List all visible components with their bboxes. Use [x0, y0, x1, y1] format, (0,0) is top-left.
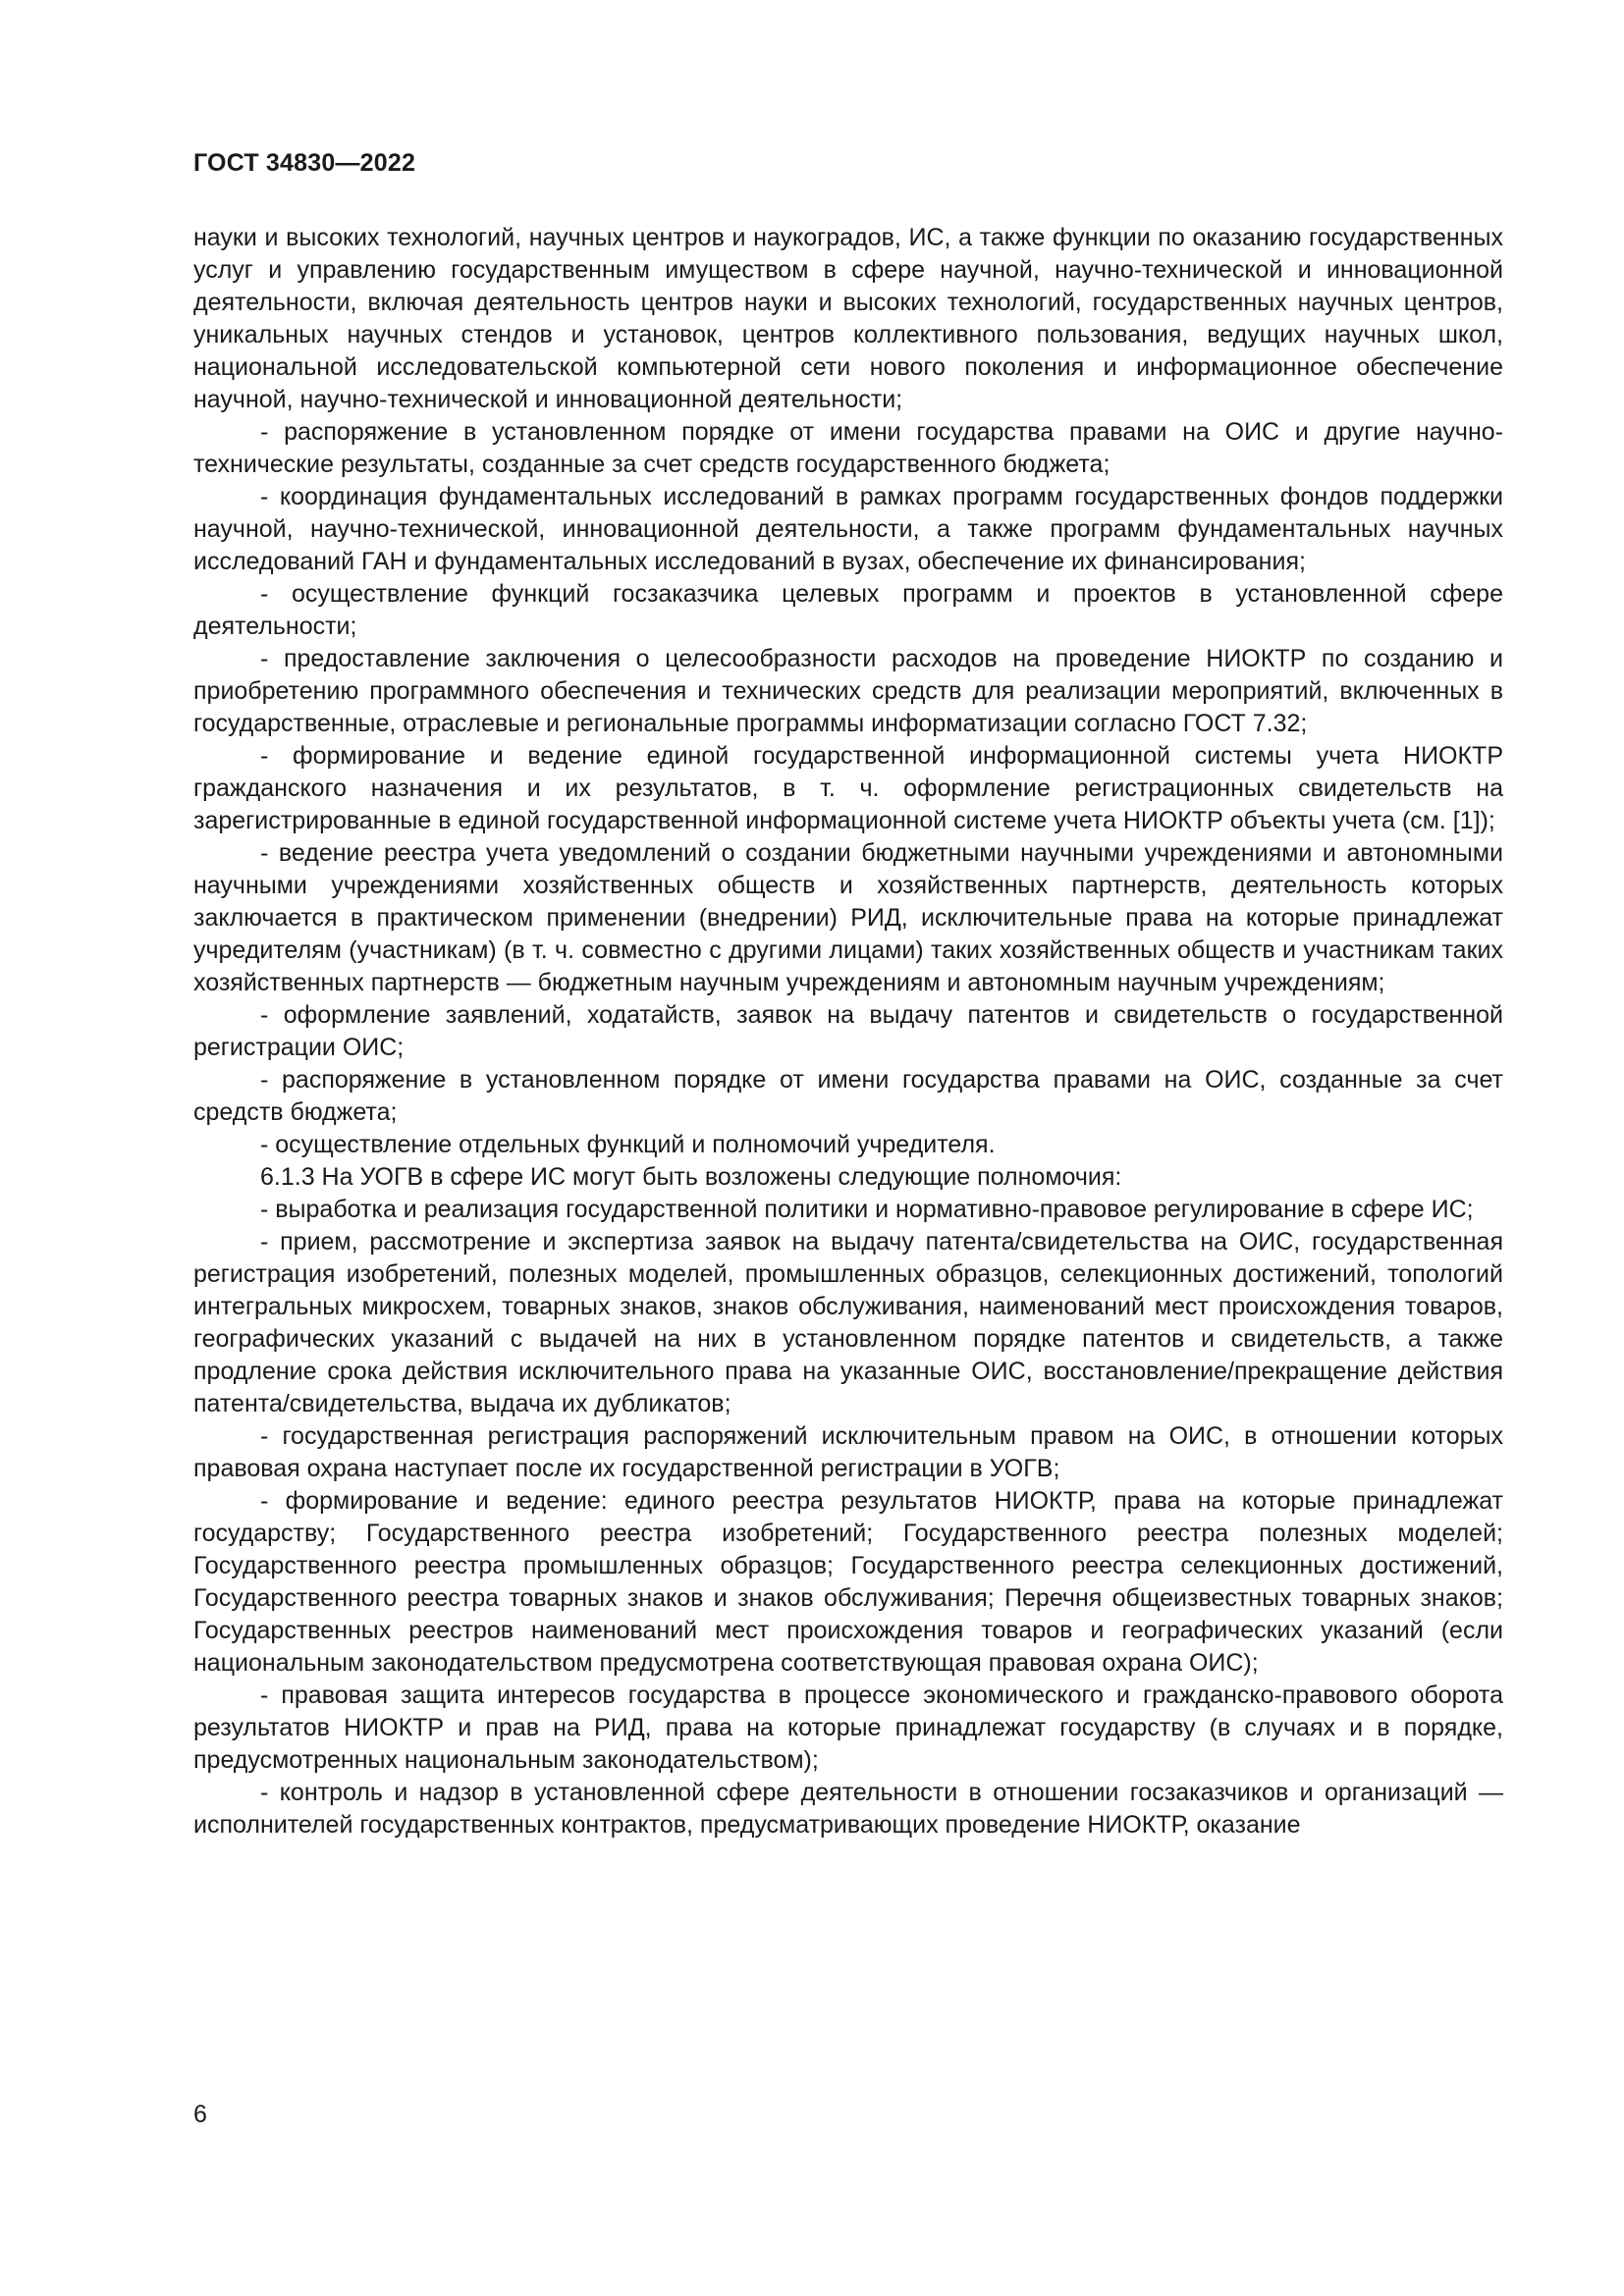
paragraph: - правовая защита интересов государства в процессе экономического и гражданско-правового оборота результатов НИОКТР и прав на РИД, права на которые принадлежат государству (в случаях и в порядке, предусмотренных национальным законодательством);: [193, 1682, 1503, 1774]
paragraph: - формирование и ведение единой государственной информационной системы учета НИОКТР гражданского назначения и их результатов, в т. ч. оформление регистрационных свидетельств на зарегистрированные в единой государственной информационной системе учета НИОКТР объекты учета (см. [1]);: [193, 742, 1503, 834]
paragraph: - прием, рассмотрение и экспертиза заявок на выдачу патента/свидетельства на ОИС, государственная регистрация изобретений, полезных моделей, промышленных образцов, селекционных достижений, топологий интегральных микросхем, товарных знаков, знаков обслуживания, наименований мест происхождения товаров, географических указаний с выдачей на них в установленном порядке патентов и свидетельств, а также продление срока действия исключительного права на указанные ОИС, восстановление/прекращение действия патента/свидетельства, выдача их дубликатов;: [193, 1228, 1503, 1417]
paragraph: - оформление заявлений, ходатайств, заявок на выдачу патентов и свидетельств о государственной регистрации ОИС;: [193, 1001, 1503, 1061]
document-header: ГОСТ 34830—2022: [193, 149, 416, 177]
paragraph: - распоряжение в установленном порядке от имени государства правами на ОИС и другие научно-технические результаты, созданные за счет средств государственного бюджета;: [193, 418, 1503, 478]
paragraph: - предоставление заключения о целесообразности расходов на проведение НИОКТР по созданию и приобретению программного обеспечения и технических средств для реализации мероприятий, включенных в государственные, отраслевые и региональные программы информатизации согласно ГОСТ 7.32;: [193, 645, 1503, 737]
paragraph: - выработка и реализация государственной политики и нормативно-правовое регулирование в сфере ИС;: [260, 1196, 1474, 1223]
paragraph: - координация фундаментальных исследований в рамках программ государственных фондов поддержки научной, научно-технической, инновационной деятельности, а также программ фундаментальных научных исследований ГАН и фундаментальных исследований в вузах, обеспечение их финансирования;: [193, 483, 1503, 575]
document-body: [193, 222, 1503, 1842]
paragraph: - контроль и надзор в установленной сфере деятельности в отношении госзаказчиков и организаций — исполнителей государственных контрактов, предусматривающих проведение НИОКТР, оказание: [193, 1779, 1503, 1839]
page-number: 6: [193, 2101, 207, 2128]
section-paragraph: 6.1.3 На УОГВ в сфере ИС могут быть возложены следующие полномочия:: [260, 1163, 1122, 1191]
paragraph: - государственная регистрация распоряжений исключительным правом на ОИС, в отношении которых правовая охрана наступает после их государственной регистрации в УОГВ;: [193, 1422, 1503, 1482]
paragraph: науки и высоких технологий, научных центров и наукоградов, ИС, а также функции по оказанию государственных услуг и управлению государственным имуществом в сфере научной, научно-технической и инновационной деятельности, включая деятельность центров науки и высоких технологий, государственных научных центров, уникальных научных стендов и установок, центров коллективного пользования, ведущих научных школ, национальной исследовательской компьютерной сети нового поколения и информационное обеспечение научной, научно-технической и инновационной деятельности;: [193, 224, 1503, 413]
paragraph: - ведение реестра учета уведомлений о создании бюджетными научными учреждениями и автономными научными учреждениями хозяйственных обществ и хозяйственных партнерств, деятельность которых заключается в практическом применении (внедрении) РИД, исключительные права на которые принадлежат учредителям (участникам) (в т. ч. совместно с другими лицами) таких хозяйственных обществ и участникам таких хозяйственных партнерств — бюджетным научным учреждениям и автономным научным учреждениям;: [193, 839, 1503, 996]
paragraph: - осуществление отдельных функций и полномочий учредителя.: [260, 1131, 996, 1158]
paragraph: - формирование и ведение: единого реестра результатов НИОКТР, права на которые принадлежат государству; Государственного реестра изобретений; Государственного реестра полезных моделей; Государственного реестра промышленных образцов; Государственного реестра селекционных достижений, Государственного реестра товарных знаков и знаков обслуживания; Перечня общеизвестных товарных знаков; Государственных реестров наименований мест происхождения товаров и географических указаний (если национальным законодательством предусмотрена соответствующая правовая охрана ОИС);: [193, 1487, 1503, 1677]
paragraph: - распоряжение в установленном порядке от имени государства правами на ОИС, созданные за счет средств бюджета;: [193, 1066, 1503, 1126]
paragraph: - осуществление функций госзаказчика целевых программ и проектов в установленной сфере деятельности;: [193, 580, 1503, 640]
